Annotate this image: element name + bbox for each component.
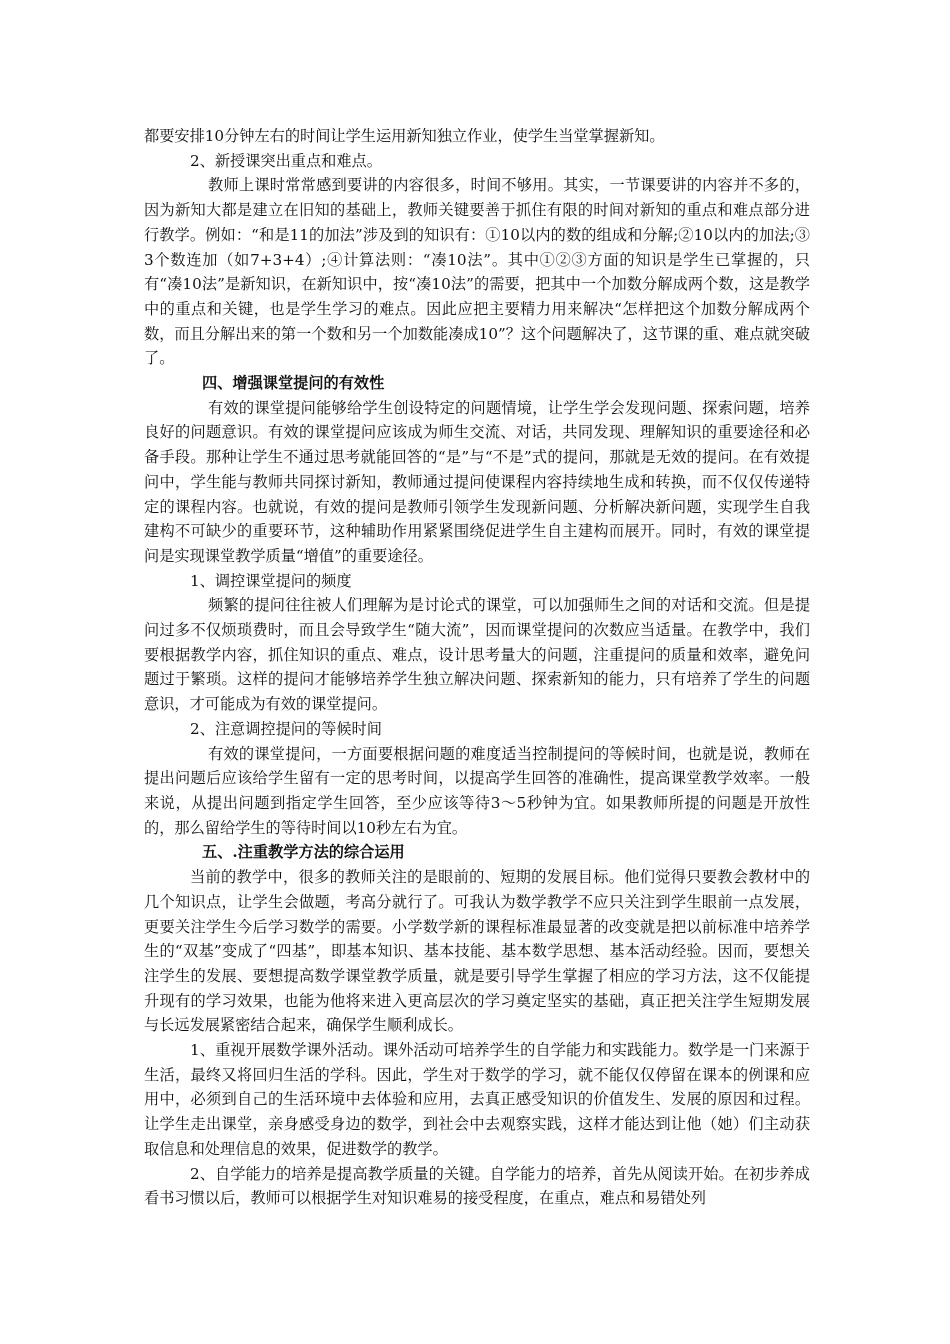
document-page [144,124,810,1211]
subheading-wait-time: 2、注意调控提问的等候时间 [190,719,382,738]
paragraph-key-points: 教师上课时常常感到要讲的内容很多，时间不够用。其实，一节课要讲的内容并不多的，因为新知大都是建立在旧知的基础上，教师关键要善于抓住有限的时间对新知的重点和难点部分进行教学。例如：“和是11的加法”涉及到的知识有：①10以内的数的组成和分解;②10以内的加法;③3个数连加（如7+3+4）;④计算法则：“凑10法”。其中①②③方面的知识是学生已掌握的，只有“凑10法”是新知识，在新知识中，按“凑10法”的需要，把其中一个加数分解成两个数，这是教学中的重点和关键，也是学生学习的难点。因此应把主要精力用来解决“怎样把这个加数分解成两个数，而且分解出来的第一个数和另一个加数能凑成10”？这个问题解决了，这节课的重、难点就突破了。 [144,176,810,368]
paragraph-extracurricular: 1、重视开展数学课外活动。课外活动可培养学生的自学能力和实践能力。数学是一门来源于生活，最终又将回归生活的学科。因此，学生对于数学的学习，就不能仅仅停留在课本的例课和应用中，必须到自己的生活环境中去体验和应用，去真正感受知识的价值发生、发展的原因和过程。让学生走出课堂，亲身感受身边的数学，到社会中去观察实践，这样才能达到让他（她）们主动获取信息和处理信息的效果，促进数学的教学。 [144,1041,810,1158]
paragraph-question-frequency: 频繁的提问往往被人们理解为是讨论式的课堂，可以加强师生之间的对话和交流。但是提问过多不仅烦琐费时，而且会导致学生“随大流”，因而课堂提问的次数应当适量。在教学中，我们要根据教学内容，抓住知识的重点、难点，设计思考量大的问题，注重提问的质量和效率，避免问题过于繁琐。这样的提问才能够培养学生独立解决问题、探索新知的能力，只有培养了学生的问题意识，才可能成为有效的课堂提问。 [144,596,810,714]
paragraph-continuation: 都要安排10分钟左右的时间让学生运用新知独立作业，使学生当堂掌握新知。 [144,127,665,145]
paragraph-teaching-methods: 当前的教学中，很多的教师关注的是眼前的、短期的发展目标。他们觉得只要教会教材中的几个知识点，让学生会做题，考高分就行了。可我认为数学教学不应只关注到学生眼前一点发展，更要关注学生今后学习数学的需要。小学数学新的课程标准最显著的改变就是把以前标准中培养学生的“双基”变成了“四基”，即基本知识、基本技能、基本数学思想、基本活动经验。因而，要想关注学生的发展、要想提高数学课堂教学质量，就是要引导学生掌握了相应的学习方法，这不仅能提升现有的学习效果，也能为他将来进入更高层次的学习奠定坚实的基础，真正把关注学生短期发展与长远发展紧密结合起来，确保学生顺利成长。 [144,868,810,1035]
section-heading-5: 五、.注重教学方法的综合运用 [202,843,405,862]
paragraph-effective-questioning: 有效的课堂提问能够给学生创设特定的问题情境，让学生学会发现问题、探索问题，培养良好的问题意识。有效的课堂提问应该成为师生交流、对话，共同发现、理解知识的重要途径和必备手段。那种让学生不通过思考就能回答的“是”与“不是”式的提问，那就是无效的提问。在有效提问中，学生能与教师共同探讨新知，教师通过提问使课程内容持续地生成和转换，而不仅仅传递特定的课程内容。也就说，有效的提问是教师引领学生发现新问题、分析解决新问题，实现学生自我建构不可缺少的重要环节，这种辅助作用紧紧围绕促进学生自主建构而展开。同时，有效的课堂提问是实现课堂教学质量“增值”的重要途径。 [144,398,810,565]
section-heading-4: 四、增强课堂提问的有效性 [202,374,385,393]
subheading-key-points: 2、新授课突出重点和难点。 [190,151,382,170]
paragraph-wait-time: 有效的课堂提问，一方面要根据问题的难度适当控制提问的等候时间，也就是说，教师在提出问题后应该给学生留有一定的思考时间，以提高学生回答的准确性，提高课堂教学效率。一般来说，从提出问题到指定学生回答，至少应该等待3～5秒钟为宜。如果教师所提的问题是开放性的，那么留给学生的等待时间以10秒左右为宜。 [144,744,810,837]
paragraph-self-study: 2、自学能力的培养是提高教学质量的关键。自学能力的培养，首先从阅读开始。在初步养成看书习惯以后，教师可以根据学生对知识难易的接受程度，在重点，难点和易错处列 [144,1164,810,1208]
subheading-question-frequency: 1、调控课堂提问的频度 [190,571,352,590]
